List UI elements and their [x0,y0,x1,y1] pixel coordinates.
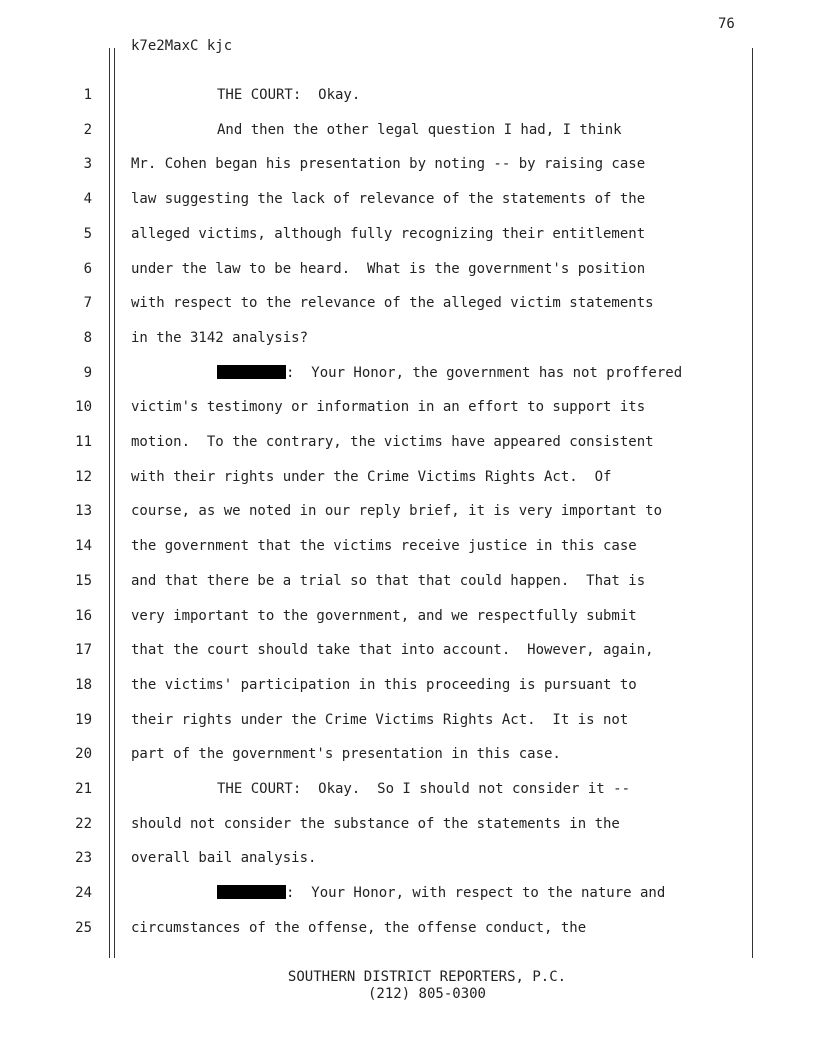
transcript-line [131,191,645,207]
transcript-line-text: motion. To the contrary, the victims have appeared consistent [131,434,654,450]
transcript-header: k7e2MaxC kjc [131,38,233,54]
transcript-line [131,746,561,762]
line-number: 24 [75,885,92,902]
transcript-line-text: very important to the government, and we respectfully submit [131,607,637,624]
transcript-line-text: law suggesting the lack of relevance of the statements of the [131,191,646,208]
line-number: 8 [83,329,92,346]
transcript-line-text: alleged victims, although fully recognizing their entitlement [131,225,646,242]
transcript-line-text: overall bail analysis. [131,850,317,867]
transcript-line [131,122,622,138]
transcript-line [131,295,654,311]
page-number: 76 [718,16,735,32]
line-number: 20 [75,746,92,763]
transcript-line-text: victim's testimony or information in an effort to support its [131,399,646,416]
transcript-line [131,920,586,936]
reporter-phone: (212) 805-0300 [367,986,486,1002]
transcript-line-text: Mr. Cohen began his presentation by noting -- by raising case [131,156,646,173]
transcript-line-text: : Your Honor, with respect to the nature and [286,885,666,902]
right-margin-rule [752,48,753,958]
transcript-line-text: that the court should take that into account. However, again, [131,642,654,659]
line-number: 13 [75,503,92,520]
transcript-line-text: THE COURT: Okay. So I should not consider it -- [217,781,631,797]
transcript-line [131,434,654,450]
line-number: 14 [75,538,92,555]
transcript-line [131,573,645,589]
line-number: 18 [75,676,92,693]
transcript-line [131,365,682,381]
transcript-line [131,538,637,554]
line-number: 3 [83,156,92,173]
transcript-line-text: part of the government's presentation in this case. [131,746,561,763]
transcript-line [131,469,611,485]
transcript-line [131,850,316,866]
line-number: 16 [75,607,92,624]
line-number: 12 [75,468,92,485]
redacted-speaker-name [217,365,286,379]
line-number: 22 [75,815,92,832]
transcript-line-text: their rights under the Crime Victims Rights Act. It is not [131,711,629,728]
transcript-line-text: the victims' participation in this proceeding is pursuant to [131,676,637,693]
reporter-company: SOUTHERN DISTRICT REPORTERS, P.C. [287,969,567,985]
transcript-line-text: And then the other legal question I had, I think [217,121,622,138]
transcript-line [131,87,360,103]
transcript-line [131,261,645,277]
line-number: 2 [83,121,92,138]
line-number: 15 [75,572,92,589]
redacted-speaker-name [217,885,286,899]
transcript-line-text: circumstances of the offense, the offense conduct, the [131,919,587,936]
transcript-line [131,399,645,415]
transcript-line [131,781,630,797]
transcript-line-text: the government that the victims receive justice in this case [131,538,637,555]
line-number: 11 [75,434,92,450]
transcript-line [131,226,645,242]
transcript-line-text: with respect to the relevance of the alleged victim statements [131,295,654,312]
line-number: 7 [83,295,92,312]
line-number: 9 [83,364,92,381]
transcript-line [131,677,637,693]
transcript-line [131,885,665,901]
footer [0,969,816,1003]
line-number: 19 [75,711,92,728]
line-number: 17 [75,642,92,659]
transcript-line-text: in the 3142 analysis? [131,329,309,346]
transcript-line-text: with their rights under the Crime Victims Rights Act. Of [131,468,612,485]
transcript-line [131,330,308,346]
transcript-line [131,642,654,658]
transcript-line [131,503,662,519]
transcript-line [131,608,637,624]
line-number: 5 [83,225,92,242]
transcript-line [131,712,628,728]
transcript-line [131,156,645,172]
left-margin-rule-inner [114,48,115,958]
line-number: 6 [83,260,92,277]
line-number: 10 [75,399,92,416]
transcript-line-text: THE COURT: Okay. [217,87,361,103]
left-margin-rule-outer [109,48,110,958]
transcript-line [131,816,620,832]
line-number: 1 [83,87,92,103]
line-number: 21 [75,781,92,797]
transcript-line-text: course, as we noted in our reply brief, it is very important to [131,503,663,520]
transcript-line-text: : Your Honor, the government has not proffered [286,364,683,381]
transcript-line-text: and that there be a trial so that that could happen. That is [131,572,646,589]
transcript-line-text: should not consider the substance of the statements in the [131,815,620,832]
line-number: 4 [83,191,92,208]
line-number: 23 [75,850,92,867]
transcript-line-text: under the law to be heard. What is the government's position [131,260,646,277]
line-number: 25 [75,919,92,936]
